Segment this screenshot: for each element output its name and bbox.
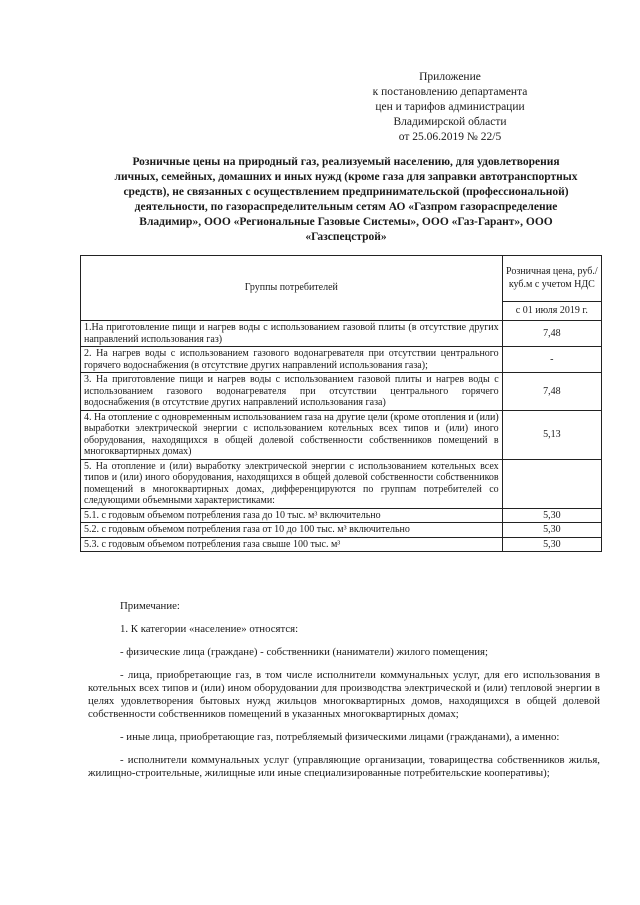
document-title xyxy=(96,155,596,245)
title-line: личных, семейных, домашних и иных нужд (кроме газа для заправки автотранспортных xyxy=(114,171,578,183)
appendix-line: цен и тарифов администрации xyxy=(375,101,525,113)
price-cell: 7,48 xyxy=(502,321,601,347)
table-row xyxy=(81,508,602,523)
group-cell: 5. На отопление и (или) выработку электрической энергии с использованием котельных всех типов и (или) иного оборудования, находящихся в общей долевой собственности собственников помещений в многоквартирных домах, дифференцируются по группам потребителей со следующими объемными характеристиками: xyxy=(81,459,503,508)
notes-item-1: 1. К категории «население» относятся: xyxy=(120,623,299,635)
header-effective-date: с 01 июля 2019 г. xyxy=(502,302,601,321)
table-header-row xyxy=(81,256,602,302)
price-cell: - xyxy=(502,347,601,373)
price-table xyxy=(80,255,602,552)
appendix-line: к постановлению департамента xyxy=(372,86,528,98)
price-cell: 5,30 xyxy=(502,523,601,538)
table-row xyxy=(81,373,602,411)
group-cell: 5.3. с годовым объемом потребления газа свыше 100 тыс. м³ xyxy=(81,537,503,552)
table-row xyxy=(81,347,602,373)
title-line: средств), не связанных с осуществлением предпринимательской (профессиональной) xyxy=(123,186,569,198)
price-cell xyxy=(502,459,601,508)
table-row xyxy=(81,321,602,347)
notes-paragraph: - иные лица, приобретающие газ, потребляемый физическими лицами (гражданами), а именно: xyxy=(120,731,560,743)
title-line: Розничные цены на природный газ, реализуемый населению, для удовлетворения xyxy=(132,156,560,168)
appendix-line: от 25.06.2019 № 22/5 xyxy=(398,131,502,143)
group-cell: 1.На приготовление пищи и нагрев воды с использованием газовой плиты (в отсутствие других направлений использования газ) xyxy=(81,321,503,347)
group-cell: 3. На приготовление пищи и нагрев воды с использованием газовой плиты и нагрев воды с использованием газового водонагревателя при отсутствии центрального горячего водоснабжения (в отсутствие других направлений использования газа) xyxy=(81,373,503,411)
group-cell: 2. На нагрев воды с использованием газового водонагревателя при отсутствии центрального горячего водоснабжения (в отсутствие других направлений использования газа); xyxy=(81,347,503,373)
notes-paragraph: - физические лица (граждане) - собственники (наниматели) жилого помещения; xyxy=(120,646,489,658)
appendix-line: Приложение xyxy=(419,71,481,83)
title-line: Владимир», ООО «Региональные Газовые Системы», ООО «Газ-Гарант», ООО xyxy=(139,216,553,228)
price-cell: 5,13 xyxy=(502,410,601,459)
table-row xyxy=(81,459,602,508)
group-cell: 5.2. с годовым объемом потребления газа от 10 до 100 тыс. м³ включительно xyxy=(81,523,503,538)
header-consumer-groups: Группы потребителей xyxy=(81,256,503,321)
appendix-line: Владимирской области xyxy=(393,116,507,128)
group-cell: 5.1. с годовым объемом потребления газа до 10 тыс. м³ включительно xyxy=(81,508,503,523)
title-line: деятельности, по газораспределительным сетям АО «Газпром газораспределение xyxy=(134,201,558,213)
appendix-block xyxy=(340,70,560,145)
price-cell: 7,48 xyxy=(502,373,601,411)
group-cell: 4. На отопление с одновременным использованием газа на другие цели (кроме отопления и (или) выработки электрической энергии с использованием котельных всех типов и (или) иного оборудования, находящихся в общей долевой собственности собственников помещений в многоквартирных домах) xyxy=(81,410,503,459)
table-row xyxy=(81,537,602,552)
notes-paragraph: - исполнители коммунальных услуг (управляющие организации, товарищества собственников жилья, жилищно-строительные, жилищные или иные специализированные потребительские кооперативы); xyxy=(88,754,600,779)
price-cell: 5,30 xyxy=(502,537,601,552)
price-cell: 5,30 xyxy=(502,508,601,523)
header-retail-price: Розничная цена, руб./куб.м с учетом НДС xyxy=(502,256,601,302)
notes-section xyxy=(88,600,600,790)
table-row xyxy=(81,410,602,459)
table-row xyxy=(81,523,602,538)
notes-paragraph: - лица, приобретающие газ, в том числе исполнители коммунальных услуг, для его использования в котельных всех типов и (или) ином оборудовании для производства электрической и (или) тепловой энергии в целях удовлетворения бытовых нужд жильцов многоквартирных домов, находящихся в общей долевой собственности собственников помещений в указанных многоквартирных домах; xyxy=(88,669,600,720)
title-line: «Газспецстрой» xyxy=(305,231,387,243)
notes-heading: Примечание: xyxy=(120,600,180,612)
